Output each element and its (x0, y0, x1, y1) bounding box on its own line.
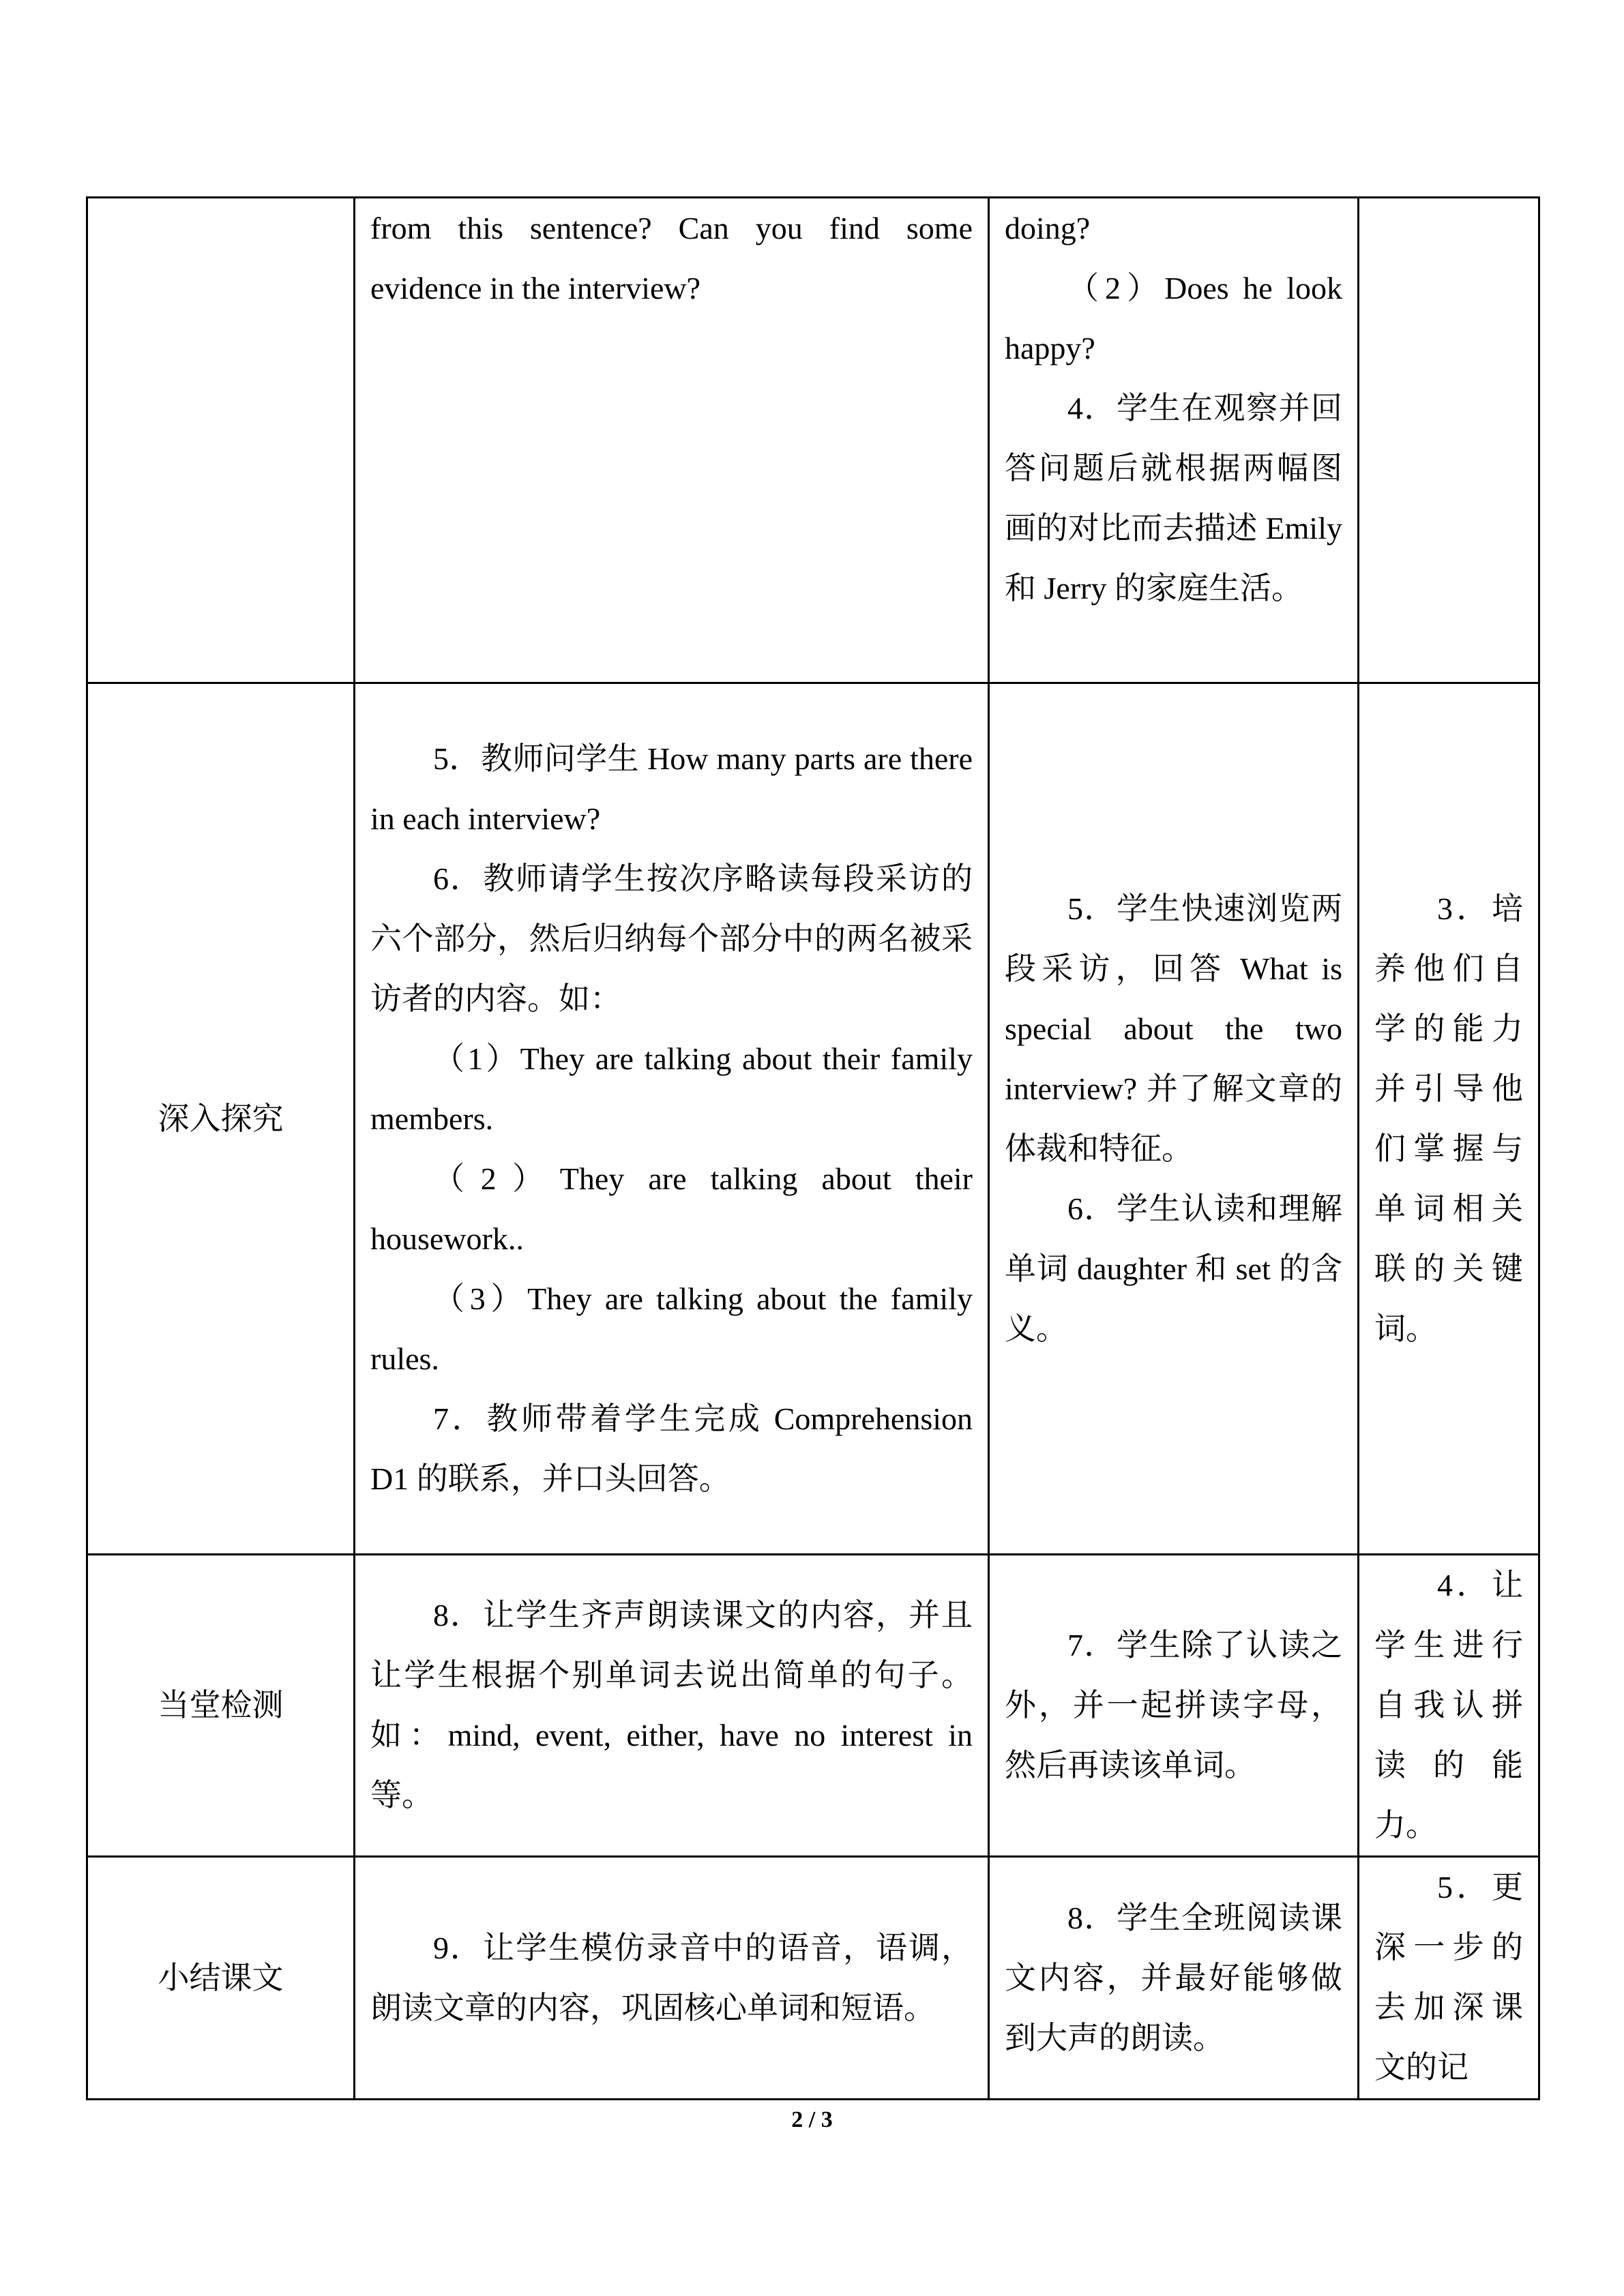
teacher-activity-cell (355, 1555, 989, 1857)
table-row (87, 198, 1539, 683)
teacher-paragraph: 7．教师带着学生完成 Comprehension D1 的联系，并口头回答。 (370, 1401, 973, 1496)
purpose-cell (1359, 683, 1539, 1555)
student-paragraph: 4．学生在观察并回答问题后就根据两幅图画的对比而去描述 Emily 和 Jerry 的家庭生活。 (1005, 391, 1342, 606)
teacher-paragraph: from this sentence? Can you find some evidence in the interview? (370, 211, 973, 305)
stage-label: 深入探究 (158, 1101, 284, 1136)
purpose-paragraph: 4．让学生进行自我认拼读的能力。 (1374, 1568, 1523, 1843)
student-paragraph: doing? (1005, 211, 1091, 245)
student-activity-cell (989, 683, 1359, 1555)
stage-cell (87, 683, 355, 1555)
teacher-paragraph: （2）They are talking about their housework.. (370, 1161, 973, 1256)
stage-cell (87, 198, 355, 683)
teacher-paragraph: 5．教师问学生 How many parts are there in each interview? (370, 741, 973, 836)
teacher-paragraph: 9．让学生模仿录音中的语音，语调，朗读文章的内容，巩固核心单词和短语。 (370, 1930, 973, 2025)
stage-label: 小结课文 (158, 1960, 284, 1995)
table-row (87, 1857, 1539, 2100)
teacher-paragraph: （3）They are talking about the family rules. (370, 1281, 973, 1376)
teacher-activity-cell (355, 1857, 989, 2100)
teacher-paragraph: （1）They are talking about their family members. (370, 1041, 973, 1136)
student-activity-cell (989, 1857, 1359, 2100)
student-paragraph: 5．学生快速浏览两段采访，回答 What is special about the two interview? 并了解文章的体裁和特征。 (1005, 891, 1342, 1166)
purpose-paragraph: 3．培养他们自学的能力并引导他们掌握与单词相关联的关键词。 (1374, 891, 1523, 1346)
student-paragraph: 6．学生认读和理解单词 daughter 和 set 的含义。 (1005, 1191, 1342, 1346)
lesson-plan-table (86, 196, 1540, 2100)
teacher-activity-cell (355, 198, 989, 683)
table-row (87, 683, 1539, 1555)
student-paragraph: 8．学生全班阅读课文内容，并最好能够做到大声的朗读。 (1005, 1900, 1342, 2055)
page-number: 2 / 3 (791, 2107, 833, 2132)
teacher-activity-cell (355, 683, 989, 1555)
purpose-paragraph: 5．更深一步的去加深课文的记 (1374, 1870, 1523, 2085)
stage-cell (87, 1857, 355, 2100)
student-paragraph: （2）Does he look happy? (1005, 271, 1342, 366)
student-activity-cell (989, 1555, 1359, 1857)
teacher-paragraph: 8．让学生齐声朗读课文的内容，并且让学生根据个别单词去说出简单的句子。如：mind, event, either, have no interest in 等。 (370, 1598, 973, 1813)
stage-cell (87, 1555, 355, 1857)
student-activity-cell (989, 198, 1359, 683)
purpose-cell (1359, 1857, 1539, 2100)
purpose-cell (1359, 198, 1539, 683)
teacher-paragraph: 6．教师请学生按次序略读每段采访的六个部分，然后归纳每个部分中的两名被采访者的内容。如： (370, 861, 973, 1016)
stage-label: 当堂检测 (158, 1688, 284, 1723)
purpose-cell (1359, 1555, 1539, 1857)
table-row (87, 1555, 1539, 1857)
student-paragraph: 7．学生除了认读之外，并一起拼读字母，然后再读该单词。 (1005, 1628, 1342, 1783)
